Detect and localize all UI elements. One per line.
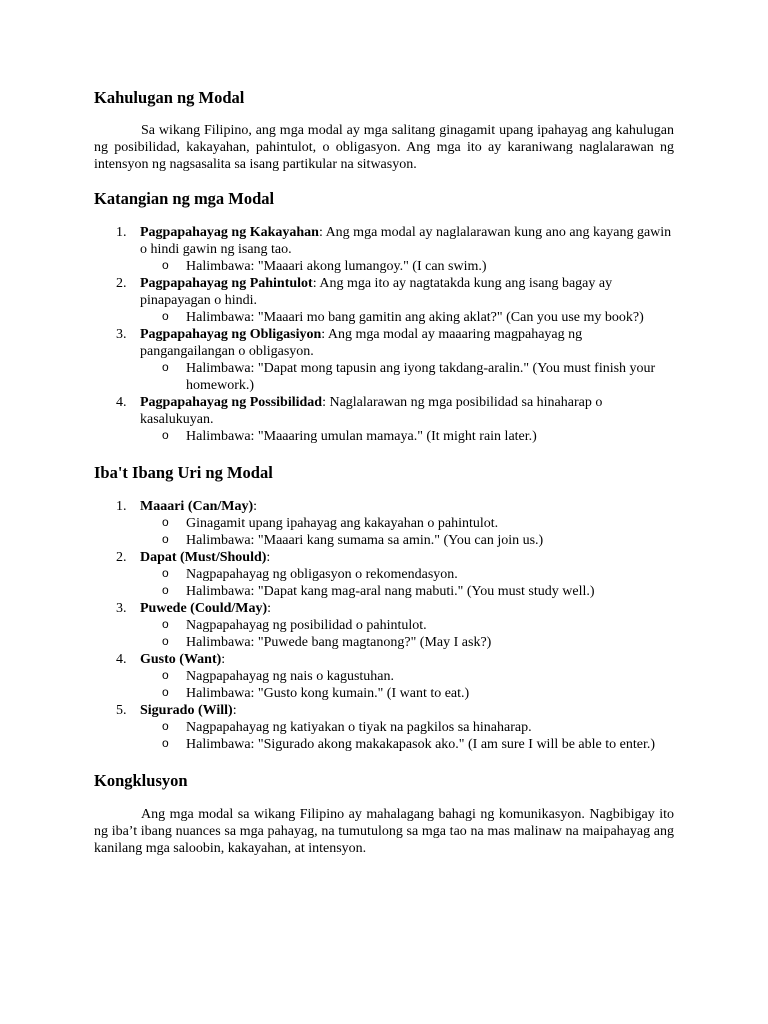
- list-colon: :: [267, 601, 272, 616]
- list-item: [94, 394, 674, 445]
- list-term: Sigurado (Will): [140, 703, 233, 718]
- sub-list-item: [140, 617, 674, 634]
- sub-list-item: [140, 634, 674, 651]
- list-term: Pagpapahayag ng Pahintulot: [140, 276, 313, 291]
- bullet-icon: o: [162, 685, 169, 699]
- list-number: 1.: [116, 225, 127, 240]
- paragraph-kongklusyon: Ang mga modal sa wikang Filipino ay mahalagang bahagi ng komunikasyon. Nagbibigay ito ng iba’t ibang nuances sa mga pahayag, na tumutulong sa mga tao na mas malinaw na maipahayag ang kanilang mga saloobin, kakayahan, at intensyon.: [94, 807, 674, 856]
- bullet-icon: o: [162, 428, 169, 442]
- example-text: Halimbawa: "Sigurado akong makakapasok ako." (I am sure I will be able to enter.): [186, 737, 656, 752]
- sub-list: [140, 360, 674, 394]
- list-number: 2.: [116, 550, 127, 565]
- katangian-list: [94, 224, 674, 445]
- document-body: [94, 88, 674, 857]
- sub-list-item: [140, 719, 674, 736]
- list-item: [94, 600, 674, 651]
- list-colon: :: [232, 703, 237, 718]
- sub-list: [140, 428, 674, 445]
- list-term: Pagpapahayag ng Obligasiyon: [140, 327, 322, 342]
- paragraph-kahulugan: Sa wikang Filipino, ang mga modal ay mga salitang ginagamit upang ipahayag ang kahulugan ng posibilidad, kakayahan, pahintulot, o obligasyon. Ang mga ito ay karaniwang naglalarawan ng intensyon ng nagsasalita sa isang partikular na sitwasyon.: [94, 123, 674, 172]
- heading-kongklusyon: Kongklusyon: [94, 771, 188, 790]
- list-term: Puwede (Could/May): [140, 601, 268, 616]
- list-number: 5.: [116, 703, 127, 718]
- bullet-icon: o: [162, 566, 169, 580]
- bullet-icon: o: [162, 532, 169, 546]
- example-text: Halimbawa: "Maaari akong lumangoy." (I can swim.): [186, 259, 487, 274]
- bullet-icon: o: [162, 583, 169, 597]
- example-text: Halimbawa: "Maaari kang sumama sa amin." (You can join us.): [186, 533, 544, 548]
- sub-list: [140, 566, 674, 600]
- description-text: Nagpapahayag ng katiyakan o tiyak na pagkilos sa hinaharap.: [186, 720, 532, 735]
- sub-list-item: [140, 428, 674, 445]
- list-number: 3.: [116, 327, 127, 342]
- bullet-icon: o: [162, 634, 169, 648]
- example-text: Halimbawa: "Gusto kong kumain." (I want to eat.): [186, 686, 470, 701]
- list-term: Dapat (Must/Should): [140, 550, 267, 565]
- list-item: [94, 651, 674, 702]
- description-text: Ginagamit upang ipahayag ang kakayahan o pahintulot.: [186, 516, 499, 531]
- sub-list: [140, 258, 674, 275]
- sub-list: [140, 515, 674, 549]
- sub-list: [140, 309, 674, 326]
- sub-list-item: [140, 309, 674, 326]
- list-item: [94, 498, 674, 549]
- sub-list-item: [140, 360, 674, 394]
- list-colon: :: [221, 652, 226, 667]
- spacer: [94, 753, 674, 771]
- list-item: [94, 549, 674, 600]
- bullet-icon: o: [162, 309, 169, 323]
- description-text: Nagpapahayag ng nais o kagustuhan.: [186, 669, 394, 684]
- list-number: 3.: [116, 601, 127, 616]
- list-desc: : Ang mga modal ay maaaring magpahayag ng pangangailangan o obligasyon.: [140, 327, 583, 359]
- list-colon: :: [266, 550, 271, 565]
- bullet-icon: o: [162, 258, 169, 272]
- bullet-icon: o: [162, 617, 169, 631]
- sub-list-item: [140, 685, 674, 702]
- heading-uri: Iba't Ibang Uri ng Modal: [94, 463, 273, 482]
- sub-list-item: [140, 515, 674, 532]
- sub-list-item: [140, 258, 674, 275]
- sub-list-item: [140, 532, 674, 549]
- spacer: [94, 445, 674, 463]
- heading-katangian: Katangian ng mga Modal: [94, 189, 275, 208]
- list-desc: : Ang mga ito ay nagtatakda kung ang isang bagay ay pinapayagan o hindi.: [140, 276, 613, 308]
- list-term: Maaari (Can/May): [140, 499, 254, 514]
- sub-list: [140, 719, 674, 753]
- example-text: Halimbawa: "Dapat mong tapusin ang iyong takdang-aralin." (You must finish your homework.): [186, 361, 656, 393]
- list-number: 4.: [116, 652, 127, 667]
- list-desc: : Naglalarawan ng mga posibilidad sa hinaharap o kasalukuyan.: [140, 395, 603, 427]
- sub-list: [140, 617, 674, 651]
- list-number: 4.: [116, 395, 127, 410]
- heading-kahulugan: Kahulugan ng Modal: [94, 88, 245, 107]
- example-text: Halimbawa: "Dapat kang mag-aral nang mabuti." (You must study well.): [186, 584, 595, 599]
- list-number: 2.: [116, 276, 127, 291]
- list-item: [94, 326, 674, 394]
- list-desc: : Ang mga modal ay naglalarawan kung ano ang kayang gawin o hindi gawin ng isang tao.: [140, 225, 672, 257]
- example-text: Halimbawa: "Puwede bang magtanong?" (May I ask?): [186, 635, 492, 650]
- list-colon: :: [253, 499, 258, 514]
- bullet-icon: o: [162, 668, 169, 682]
- example-text: Halimbawa: "Maaaring umulan mamaya." (It might rain later.): [186, 429, 537, 444]
- bullet-icon: o: [162, 736, 169, 750]
- bullet-icon: o: [162, 515, 169, 529]
- sub-list-item: [140, 736, 674, 753]
- example-text: Halimbawa: "Maaari mo bang gamitin ang aking aklat?" (Can you use my book?): [186, 310, 644, 325]
- list-item: [94, 702, 674, 753]
- sub-list: [140, 668, 674, 702]
- sub-list-item: [140, 566, 674, 583]
- sub-list-item: [140, 668, 674, 685]
- sub-list-item: [140, 583, 674, 600]
- bullet-icon: o: [162, 719, 169, 733]
- uri-list: [94, 498, 674, 753]
- list-number: 1.: [116, 499, 127, 514]
- list-term: Pagpapahayag ng Kakayahan: [140, 225, 319, 240]
- description-text: Nagpapahayag ng obligasyon o rekomendasyon.: [186, 567, 458, 582]
- list-item: [94, 275, 674, 326]
- list-term: Gusto (Want): [140, 652, 222, 667]
- description-text: Nagpapahayag ng posibilidad o pahintulot.: [186, 618, 427, 633]
- bullet-icon: o: [162, 360, 169, 374]
- list-term: Pagpapahayag ng Possibilidad: [140, 395, 323, 410]
- list-item: [94, 224, 674, 275]
